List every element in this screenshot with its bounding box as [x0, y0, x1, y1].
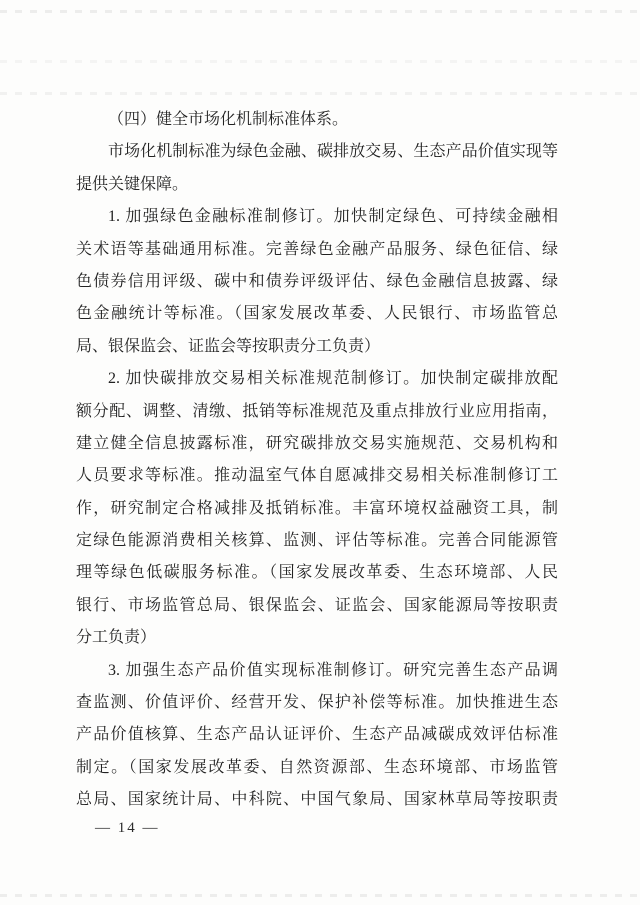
text-line: 定绿色能源消费相关核算、监测、评估等标准。完善合同能源管 — [76, 532, 558, 550]
text-line: 建立健全信息披露标准，研究碳排放交易实施规范、交易机构和 — [76, 434, 558, 452]
scan-noise-line — [0, 60, 640, 63]
text-line: 制定。（国家发展改革委、自然资源部、生态环境部、市场监管 — [76, 758, 558, 776]
text-line: 3. 加强生态产品价值实现标准制修订。研究完善生态产品调 — [108, 661, 558, 679]
body-paragraph — [76, 655, 558, 817]
text-line: 色金融统计等标准。（国家发展改革委、人民银行、市场监管总 — [76, 305, 558, 323]
scan-noise-line — [0, 92, 640, 95]
text-line: 额分配、调整、清缴、抵销等标准规范及重点排放行业应用指南， — [76, 402, 558, 420]
text-line: （四）健全市场化机制标准体系。 — [108, 111, 349, 128]
page-number: — 14 — — [95, 820, 160, 836]
text-line: 市场化机制标准为绿色金融、碳排放交易、生态产品价值实现等 — [108, 143, 558, 161]
subsection-heading — [76, 104, 558, 136]
text-line: 产品价值核算、生态产品认证评价、生态产品减碳成效评估标准 — [76, 726, 558, 744]
text-line: 色债券信用评级、碳中和债券评级评估、绿色金融信息披露、绿 — [76, 272, 558, 290]
text-line: 分工负责） — [76, 629, 157, 647]
body-paragraph — [76, 363, 558, 655]
text-line: 总局、国家统计局、中科院、中国气象局、国家林草局等按职责 — [76, 791, 558, 809]
scan-noise-line — [0, 10, 640, 13]
text-line: 作，研究制定合格减排及抵销标准。丰富环境权益融资工具，制 — [76, 499, 558, 517]
text-line: 提供关键保障。 — [76, 175, 189, 193]
text-line: 银行、市场监管总局、银保监会、证监会、国家能源局等按职责 — [76, 596, 558, 614]
text-line: 局、银保监会、证监会等按职责分工负责） — [76, 337, 381, 355]
document-body — [76, 104, 558, 817]
text-line: 理等绿色低碳服务标准。（国家发展改革委、生态环境部、人民 — [76, 564, 558, 582]
body-paragraph — [76, 136, 558, 201]
text-line: 查监测、价值评价、经营开发、保护补偿等标准。加快推进生态 — [76, 694, 558, 712]
body-paragraph — [76, 201, 558, 363]
text-line: 人员要求等标准。推动温室气体自愿减排交易相关标准制修订工 — [76, 467, 558, 485]
text-line: 2. 加快碳排放交易相关标准规范制修订。加快制定碳排放配 — [108, 370, 558, 388]
text-line: 关术语等基础通用标准。完善绿色金融产品服务、绿色征信、绿 — [76, 240, 558, 258]
text-line: 1. 加强绿色金融标准制修订。加快制定绿色、可持续金融相 — [108, 208, 558, 226]
scan-noise-line — [0, 894, 640, 897]
